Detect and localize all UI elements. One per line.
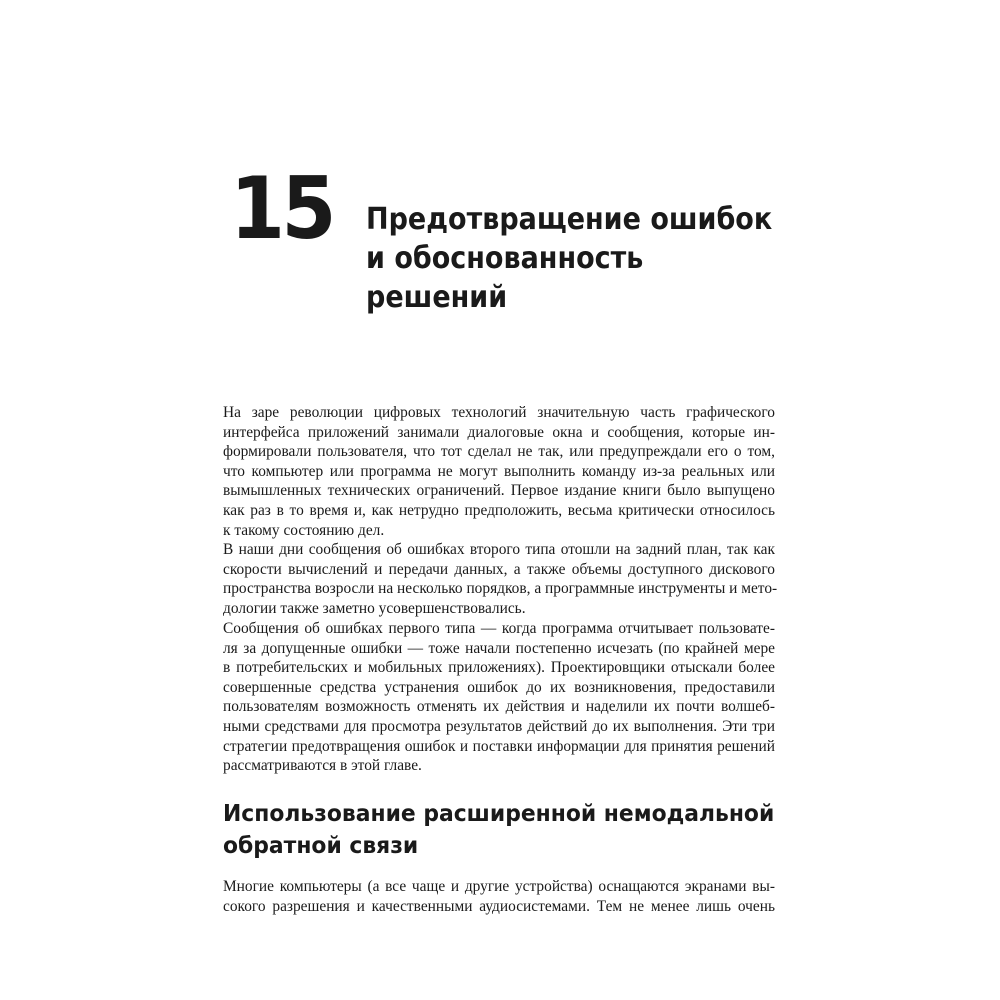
text-line: стратегии предотвращения ошибок и поставки информации для принятия решений xyxy=(223,737,775,755)
text-line: к такому состоянию дел. xyxy=(223,521,385,539)
section-heading-line: Использование расширенной немодальной xyxy=(223,799,775,827)
text-line: ля за допущенные ошибки — тоже начали постепенно исчезать (по крайней мере xyxy=(223,639,775,657)
section-heading-line: обратной связи xyxy=(223,831,419,859)
text-line: пространства возросли на несколько порядков, а программные инструменты и мето- xyxy=(223,580,778,598)
paragraph-second xyxy=(223,540,778,618)
text-line: сокого разрешения и качественными аудиосистемами. Тем не менее лишь очень xyxy=(223,897,775,915)
paragraph-section xyxy=(223,877,775,916)
chapter-title-line: и обоснованность xyxy=(366,241,644,276)
text-line: формировали пользователя, что тот сделал не так, или предупреждали его о том, xyxy=(223,443,775,461)
text-line: дологии также заметно усовершенствовались. xyxy=(223,599,526,617)
chapter-title xyxy=(366,200,773,317)
text-line: ными средствами для просмотра результатов действий до их выполнения. Эти три xyxy=(223,717,775,735)
text-line: Сообщения об ошибках первого типа — когда программа отчитывает пользовате- xyxy=(223,620,775,637)
chapter-title-line: Предотвращение ошибок xyxy=(366,202,773,237)
text-line: интерфейса приложений занимали диалоговые окна и сообщения, которые ин- xyxy=(223,423,775,441)
section-heading xyxy=(223,797,775,861)
text-line: рассматриваются в этой главе. xyxy=(223,757,422,775)
text-line: в потребительских и мобильных приложениях). Проектировщики отыскали более xyxy=(223,659,775,677)
text-line: вымышленных технических ограничений. Первое издание книги было выпущено xyxy=(223,482,775,500)
chapter-title-line: решений xyxy=(366,280,508,315)
paragraph-third xyxy=(223,619,775,776)
text-line: На заре революции цифровых технологий значительную часть графического xyxy=(223,404,775,421)
text-line: как раз в то время и, как нетрудно предположить, весьма критически относилось xyxy=(223,501,775,519)
text-line: скорости вычислений и передачи данных, а также объемы доступного дискового xyxy=(223,560,775,578)
text-line: что компьютер или программа не могут выполнить команду из-за реальных или xyxy=(223,462,775,480)
paragraph-intro xyxy=(223,403,775,540)
chapter-number: 15 xyxy=(230,159,333,259)
text-line: Многие компьютеры (а все чаще и другие устройства) оснащаются экранами вы- xyxy=(223,878,775,895)
text-line: В наши дни сообщения об ошибках второго типа отошли на задний план, так как xyxy=(223,541,775,558)
text-line: совершенные средства устранения ошибок до их возникновения, предоставили xyxy=(223,678,775,696)
text-line: пользователям возможность отменять их действия и наделили их почти волшеб- xyxy=(223,698,775,716)
